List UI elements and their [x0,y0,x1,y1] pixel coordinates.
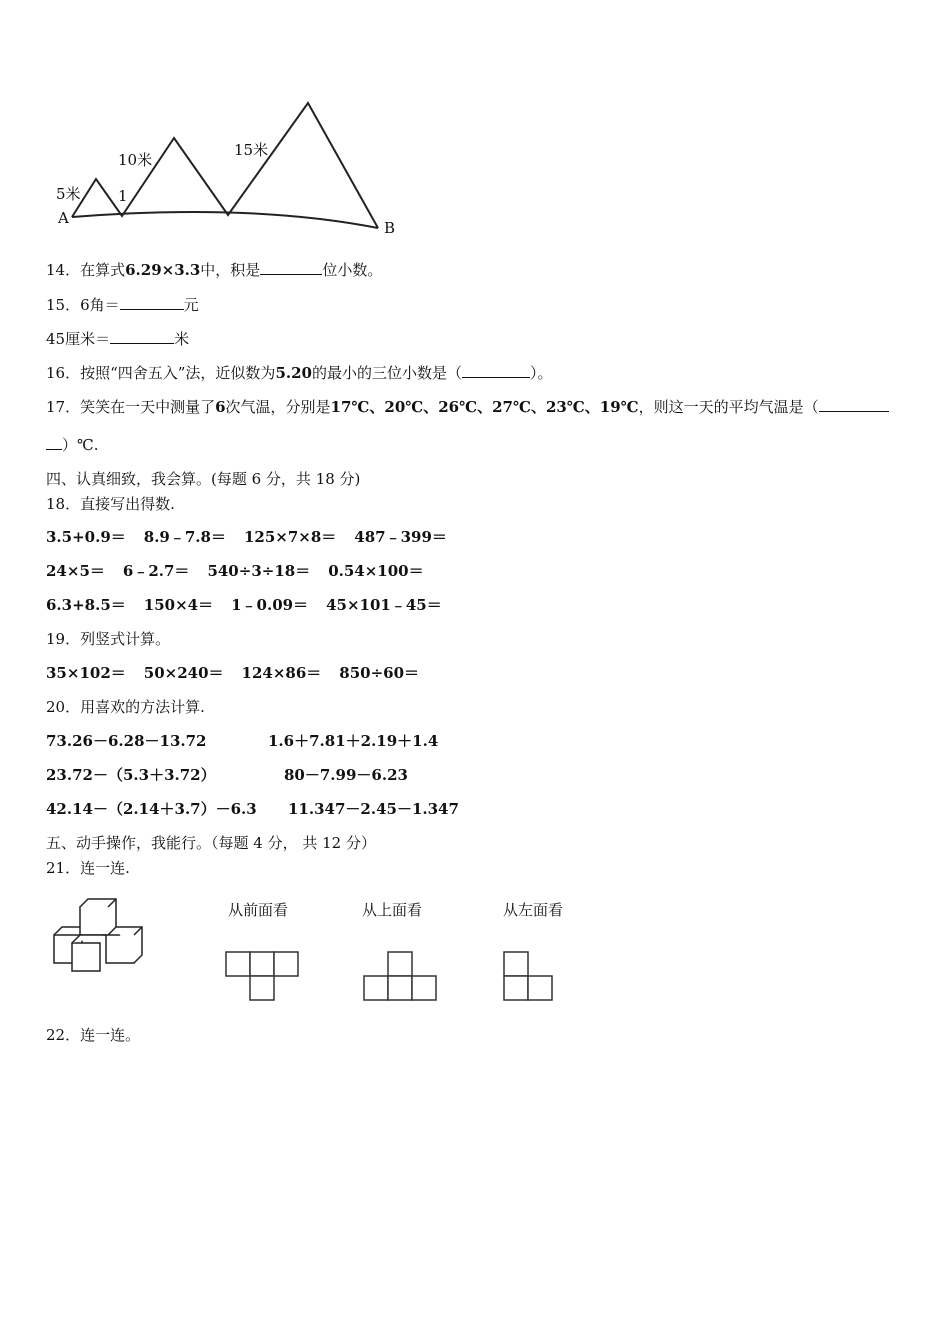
view-shape-1[interactable] [224,950,304,1005]
q17-prefix: 17．笑笑在一天中测量了 [46,398,216,416]
q18-row-2 [46,561,442,581]
q15-blank-1[interactable] [120,295,184,310]
mountain-diagram [50,95,410,245]
q17-blank-cont[interactable] [46,435,62,450]
q17-tail: ，则这一天的平均气温是（ [638,398,819,416]
view-shape-3[interactable] [502,950,562,1005]
q16-prefix: 16．按照“四舍五入”法，近似数为 [46,364,276,382]
q14-blank[interactable] [260,260,322,275]
q19-item: 850÷60＝ [339,664,420,682]
section-5-title: 五、动手操作，我能行。（每题 4 分， 共 12 分） [46,834,376,852]
q19-item: 50×240＝ [143,664,224,682]
q20-item: 80－7.99－6.23 [284,766,408,784]
q18-item: 24×5＝ [46,562,105,580]
q16-num: 5.20 [275,364,312,382]
label-15m: 15米 [234,141,269,159]
q18-item: 540÷3÷18＝ [207,562,311,580]
q19-item: 124×86＝ [241,664,322,682]
q14-mid: 中，积是 [200,261,261,279]
q15-suffix-2: 米 [174,330,190,348]
q19-item: 35×102＝ [46,664,126,682]
question-17 [46,397,889,417]
q18-row-3 [46,595,460,615]
label-5m: 5米 [56,185,81,203]
question-15 [46,295,199,315]
q18-item: 3.5+0.9＝ [46,528,126,546]
view-label-left: 从左面看 [503,901,564,919]
q20-row-2 [46,765,408,785]
q18-item: 6﹣2.7＝ [122,562,190,580]
label-10m: 10米 [118,151,153,169]
q20-item: 73.26－6.28－13.72 [46,732,207,750]
q14-suffix: 位小数。 [322,261,383,279]
q15-prefix-2: 45厘米＝ [46,330,111,348]
mountain-figure [50,95,410,245]
view-shape-1-drawing [224,950,304,1005]
q18-item: 125×7×8＝ [243,528,337,546]
question-18-title: 18．直接写出得数. [46,495,175,513]
q17-cont: ）℃. [62,436,99,454]
view-shape-2-drawing [362,950,442,1005]
q18-item: 487﹣399＝ [354,528,447,546]
q18-row-1 [46,527,465,547]
q18-item: 1﹣0.09＝ [231,596,309,614]
q15-prefix: 15．6角＝ [46,296,120,314]
question-14 [46,260,382,280]
q15-suffix: 元 [183,296,199,314]
q18-item: 8.9﹣7.8＝ [143,528,226,546]
q17-mid: 次气温，分别是 [225,398,331,416]
label-a: A [58,209,69,227]
question-21-title: 21．连一连. [46,859,130,877]
q15-blank-2[interactable] [110,329,174,344]
q16-suffix2: ）。 [530,364,553,382]
q18-item: 45×101﹣45＝ [326,596,442,614]
view-shape-2[interactable] [362,950,442,1005]
view-shape-3-drawing [502,950,562,1005]
cube-stack-figure [50,895,160,975]
q14-expr: 6.29×3.3 [125,261,201,279]
question-17-cont [46,435,99,455]
q14-prefix: 14．在算式 [46,261,126,279]
question-20-title: 20．用喜欢的方法计算. [46,698,205,716]
q18-item: 0.54×100＝ [328,562,424,580]
question-16 [46,363,553,383]
q17-blank[interactable] [819,397,889,412]
question-19-title: 19．列竖式计算。 [46,630,171,648]
q20-item: 23.72－（5.3＋3.72） [46,766,216,784]
section-4-title: 四、认真细致，我会算。(每题 6 分，共 18 分) [46,470,361,488]
question-22-title: 22．连一连。 [46,1026,141,1044]
q16-suffix1: 的最小的三位小数是（ [311,364,462,382]
q20-item: 11.347－2.45－1.347 [288,800,459,818]
q17-temps: 17℃、20℃、26℃、27℃、23℃、19℃ [330,398,639,416]
view-label-front: 从前面看 [228,901,289,919]
q17-count: 6 [215,398,226,416]
q19-row [46,663,437,683]
label-b: B [384,219,396,237]
cube-stack-drawing [50,895,160,975]
q20-item: 42.14－（2.14＋3.7）－6.3 [46,800,257,818]
q20-row-3 [46,799,459,819]
question-15-part-2 [46,329,189,349]
q16-blank[interactable] [462,363,530,378]
view-label-top: 从上面看 [362,901,423,919]
q20-row-1 [46,731,439,751]
q20-item: 1.6＋7.81＋2.19＋1.4 [268,732,439,750]
q18-item: 6.3+8.5＝ [46,596,126,614]
label-1: 1 [118,187,128,205]
q18-item: 150×4＝ [143,596,214,614]
